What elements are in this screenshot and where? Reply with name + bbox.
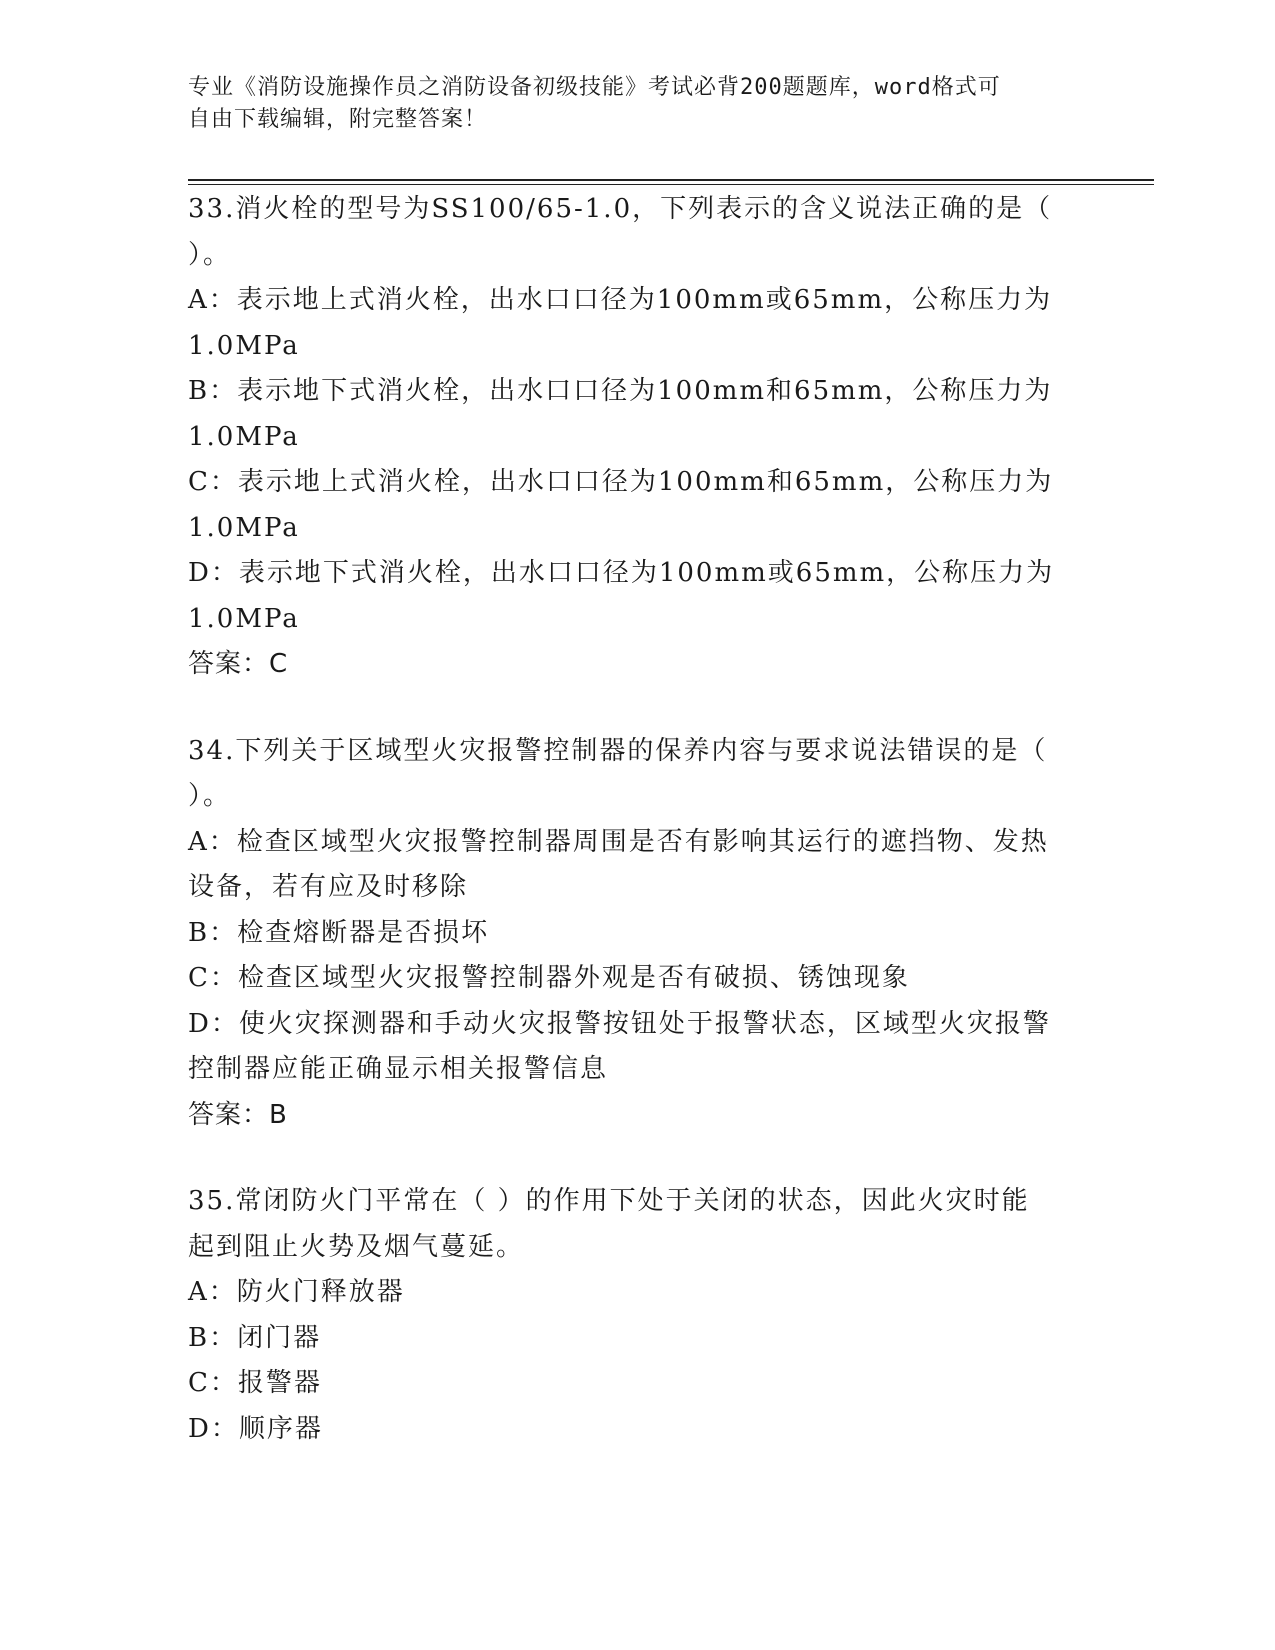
question-stem: 起到阻止火势及烟气蔓延。: [188, 1231, 525, 1262]
answer-option: D：顺序器: [188, 1413, 323, 1444]
answer-option: A：表示地上式消火栓，出水口口径为100mm或65mm，公称压力为: [188, 285, 1053, 315]
answer-option: B：检查熔断器是否损坏: [188, 917, 490, 948]
question-list: [188, 187, 1088, 1493]
question-stem: ）。: [188, 239, 232, 270]
answer-key: 答案：C: [188, 649, 289, 679]
answer-option: 1.0MPa: [188, 512, 300, 543]
header-line: 专业《消防设施操作员之消防设备初级技能》考试必背200题题库，word格式可: [188, 75, 1001, 100]
answer-option: B：闭门器: [188, 1322, 322, 1353]
question-block: [188, 187, 1088, 688]
answer-option: 1.0MPa: [188, 603, 300, 634]
header-line: 自由下载编辑，附完整答案！: [188, 107, 488, 132]
question-stem: ）。: [188, 781, 232, 811]
question-stem: 34.下列关于区域型火灾报警控制器的保养内容与要求说法错误的是（: [188, 735, 1048, 766]
question-stem: 33.消火栓的型号为SS100/65-1.0，下列表示的含义说法正确的是（: [188, 194, 1053, 224]
answer-option: C：报警器: [188, 1368, 322, 1398]
answer-option: 1.0MPa: [188, 421, 300, 452]
answer-option: 1.0MPa: [188, 330, 300, 361]
answer-option: C：检查区域型火灾报警控制器外观是否有破损、锈蚀现象: [188, 963, 910, 993]
answer-option: D：表示地下式消火栓，出水口口径为100mm或65mm，公称压力为: [188, 558, 1055, 588]
question-block: [188, 729, 1088, 1139]
answer-key: 答案：B: [188, 1099, 288, 1130]
document-header: [188, 72, 1068, 136]
answer-option: 设备，若有应及时移除: [188, 872, 469, 902]
answer-option: A：防火门释放器: [188, 1277, 405, 1307]
answer-option: B：表示地下式消火栓，出水口口径为100mm和65mm，公称压力为: [188, 376, 1053, 406]
question-stem: 35.常闭防火门平常在（ ）的作用下处于关闭的状态，因此火灾时能: [188, 1186, 1030, 1216]
answer-option: C：表示地上式消火栓，出水口口径为100mm和65mm，公称压力为: [188, 467, 1054, 497]
question-block: [188, 1179, 1088, 1452]
answer-option: 控制器应能正确显示相关报警信息: [188, 1054, 609, 1084]
header-divider-thick: [188, 179, 1154, 181]
answer-option: D：使火灾探测器和手动火灾报警按钮处于报警状态，区域型火灾报警: [188, 1008, 1051, 1039]
header-divider-thin: [188, 184, 1154, 185]
answer-option: A：检查区域型火灾报警控制器周围是否有影响其运行的遮挡物、发热: [188, 826, 1049, 857]
